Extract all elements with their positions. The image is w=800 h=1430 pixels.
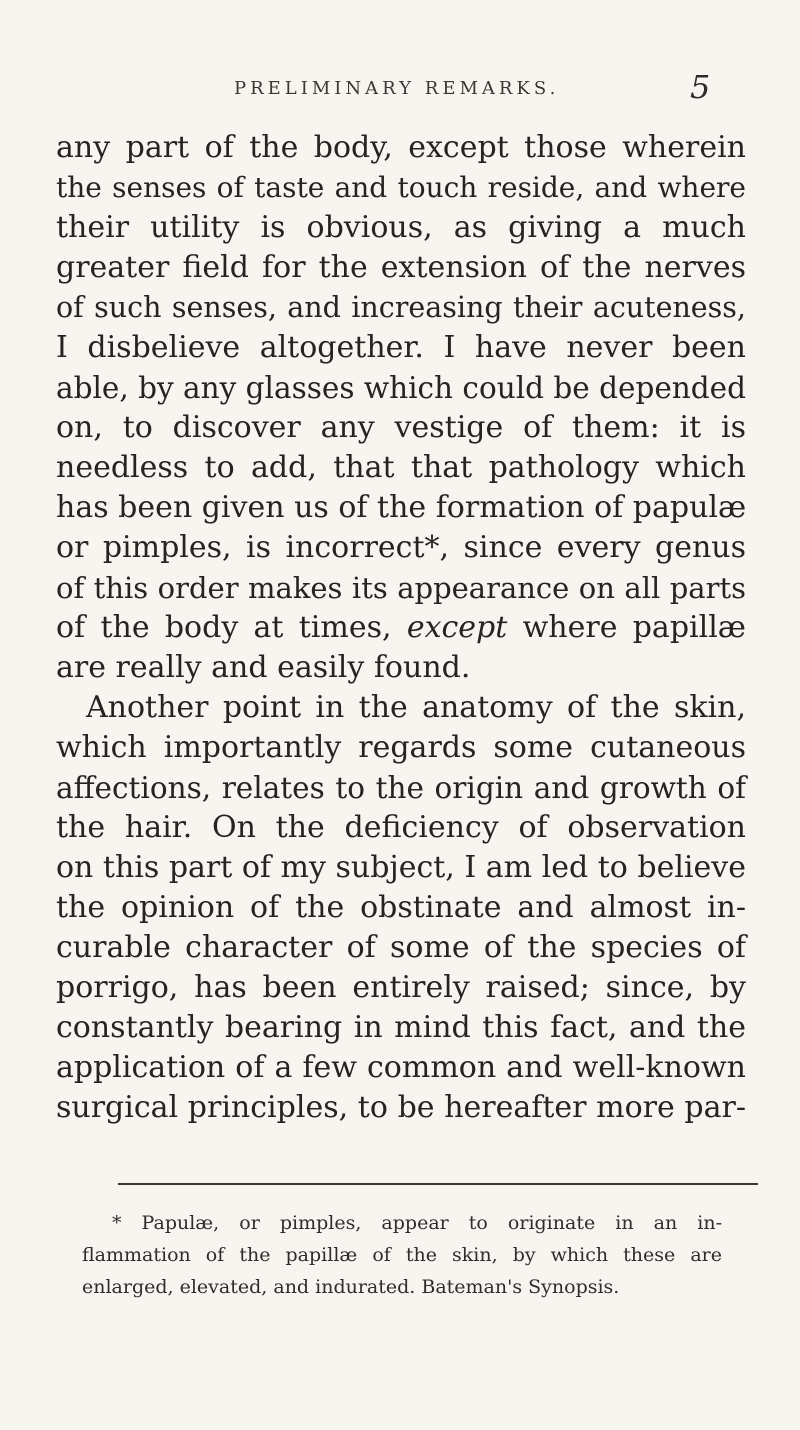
- text-line: I disbelieve altogether. I have never been: [56, 330, 746, 365]
- footnote-line: enlarged, elevated, and indurated. Bateman's Synopsis.: [82, 1276, 620, 1298]
- text-line: able, by any glasses which could be depended: [56, 371, 747, 405]
- text-line: has been given us of the formation of papulæ: [56, 490, 747, 525]
- text-line: of such senses, and increasing their acuteness,: [56, 291, 746, 324]
- text-line: the opinion of the obstinate and almost in-: [56, 890, 746, 925]
- text-line: the senses of taste and touch reside, and where: [56, 171, 746, 204]
- text-line: their utility is obvious, as giving a much: [56, 210, 746, 245]
- text-line: or pimples, is incorrect*, since every genus: [56, 530, 746, 565]
- text-line: constantly bearing in mind this fact, and the: [56, 1010, 746, 1045]
- text-line: on this part of my subject, I am led to believe: [56, 850, 746, 885]
- running-title: PRELIMINARY REMARKS.: [234, 78, 560, 99]
- footnote-line: flammation of the papillæ of the skin, by which these are: [82, 1244, 722, 1266]
- text-line: surgical principles, to be hereafter more par-: [56, 1090, 746, 1125]
- paragraph-end-line: are really and easily found.: [56, 650, 471, 685]
- text-line: application of a few common and well-known: [56, 1050, 746, 1085]
- footnote-rule: [118, 1183, 758, 1185]
- text-line: needless to add, that that pathology which: [56, 450, 746, 485]
- text-line: on, to discover any vestige of them: it is: [56, 410, 746, 445]
- emphasis-word: except: [406, 610, 508, 645]
- text-line: the hair. On the deficiency of observation: [56, 810, 746, 845]
- text-line: which importantly regards some cutaneous: [56, 730, 746, 765]
- paragraph-start-line: Another point in the anatomy of the skin,: [86, 690, 746, 725]
- text-line: curable character of some of the species of: [56, 930, 746, 965]
- footnote: [82, 1207, 722, 1303]
- footnote-line: * Papulæ, or pimples, appear to originate in an in-: [112, 1212, 722, 1234]
- text-line: affections, relates to the origin and growth of: [56, 771, 746, 805]
- text-line: any part of the body, except those wherein: [56, 130, 746, 165]
- text-fragment: of the body at times,: [56, 610, 407, 645]
- body-text: [56, 128, 746, 1128]
- text-line-with-emphasis: [56, 608, 746, 648]
- page-number: 5: [690, 68, 711, 106]
- text-line: porrigo, has been entirely raised; since, by: [56, 970, 746, 1005]
- text-fragment: where papillæ: [507, 610, 747, 645]
- text-line: of this order makes its appearance on all parts: [56, 571, 746, 605]
- text-line: greater field for the extension of the nerves: [56, 250, 746, 285]
